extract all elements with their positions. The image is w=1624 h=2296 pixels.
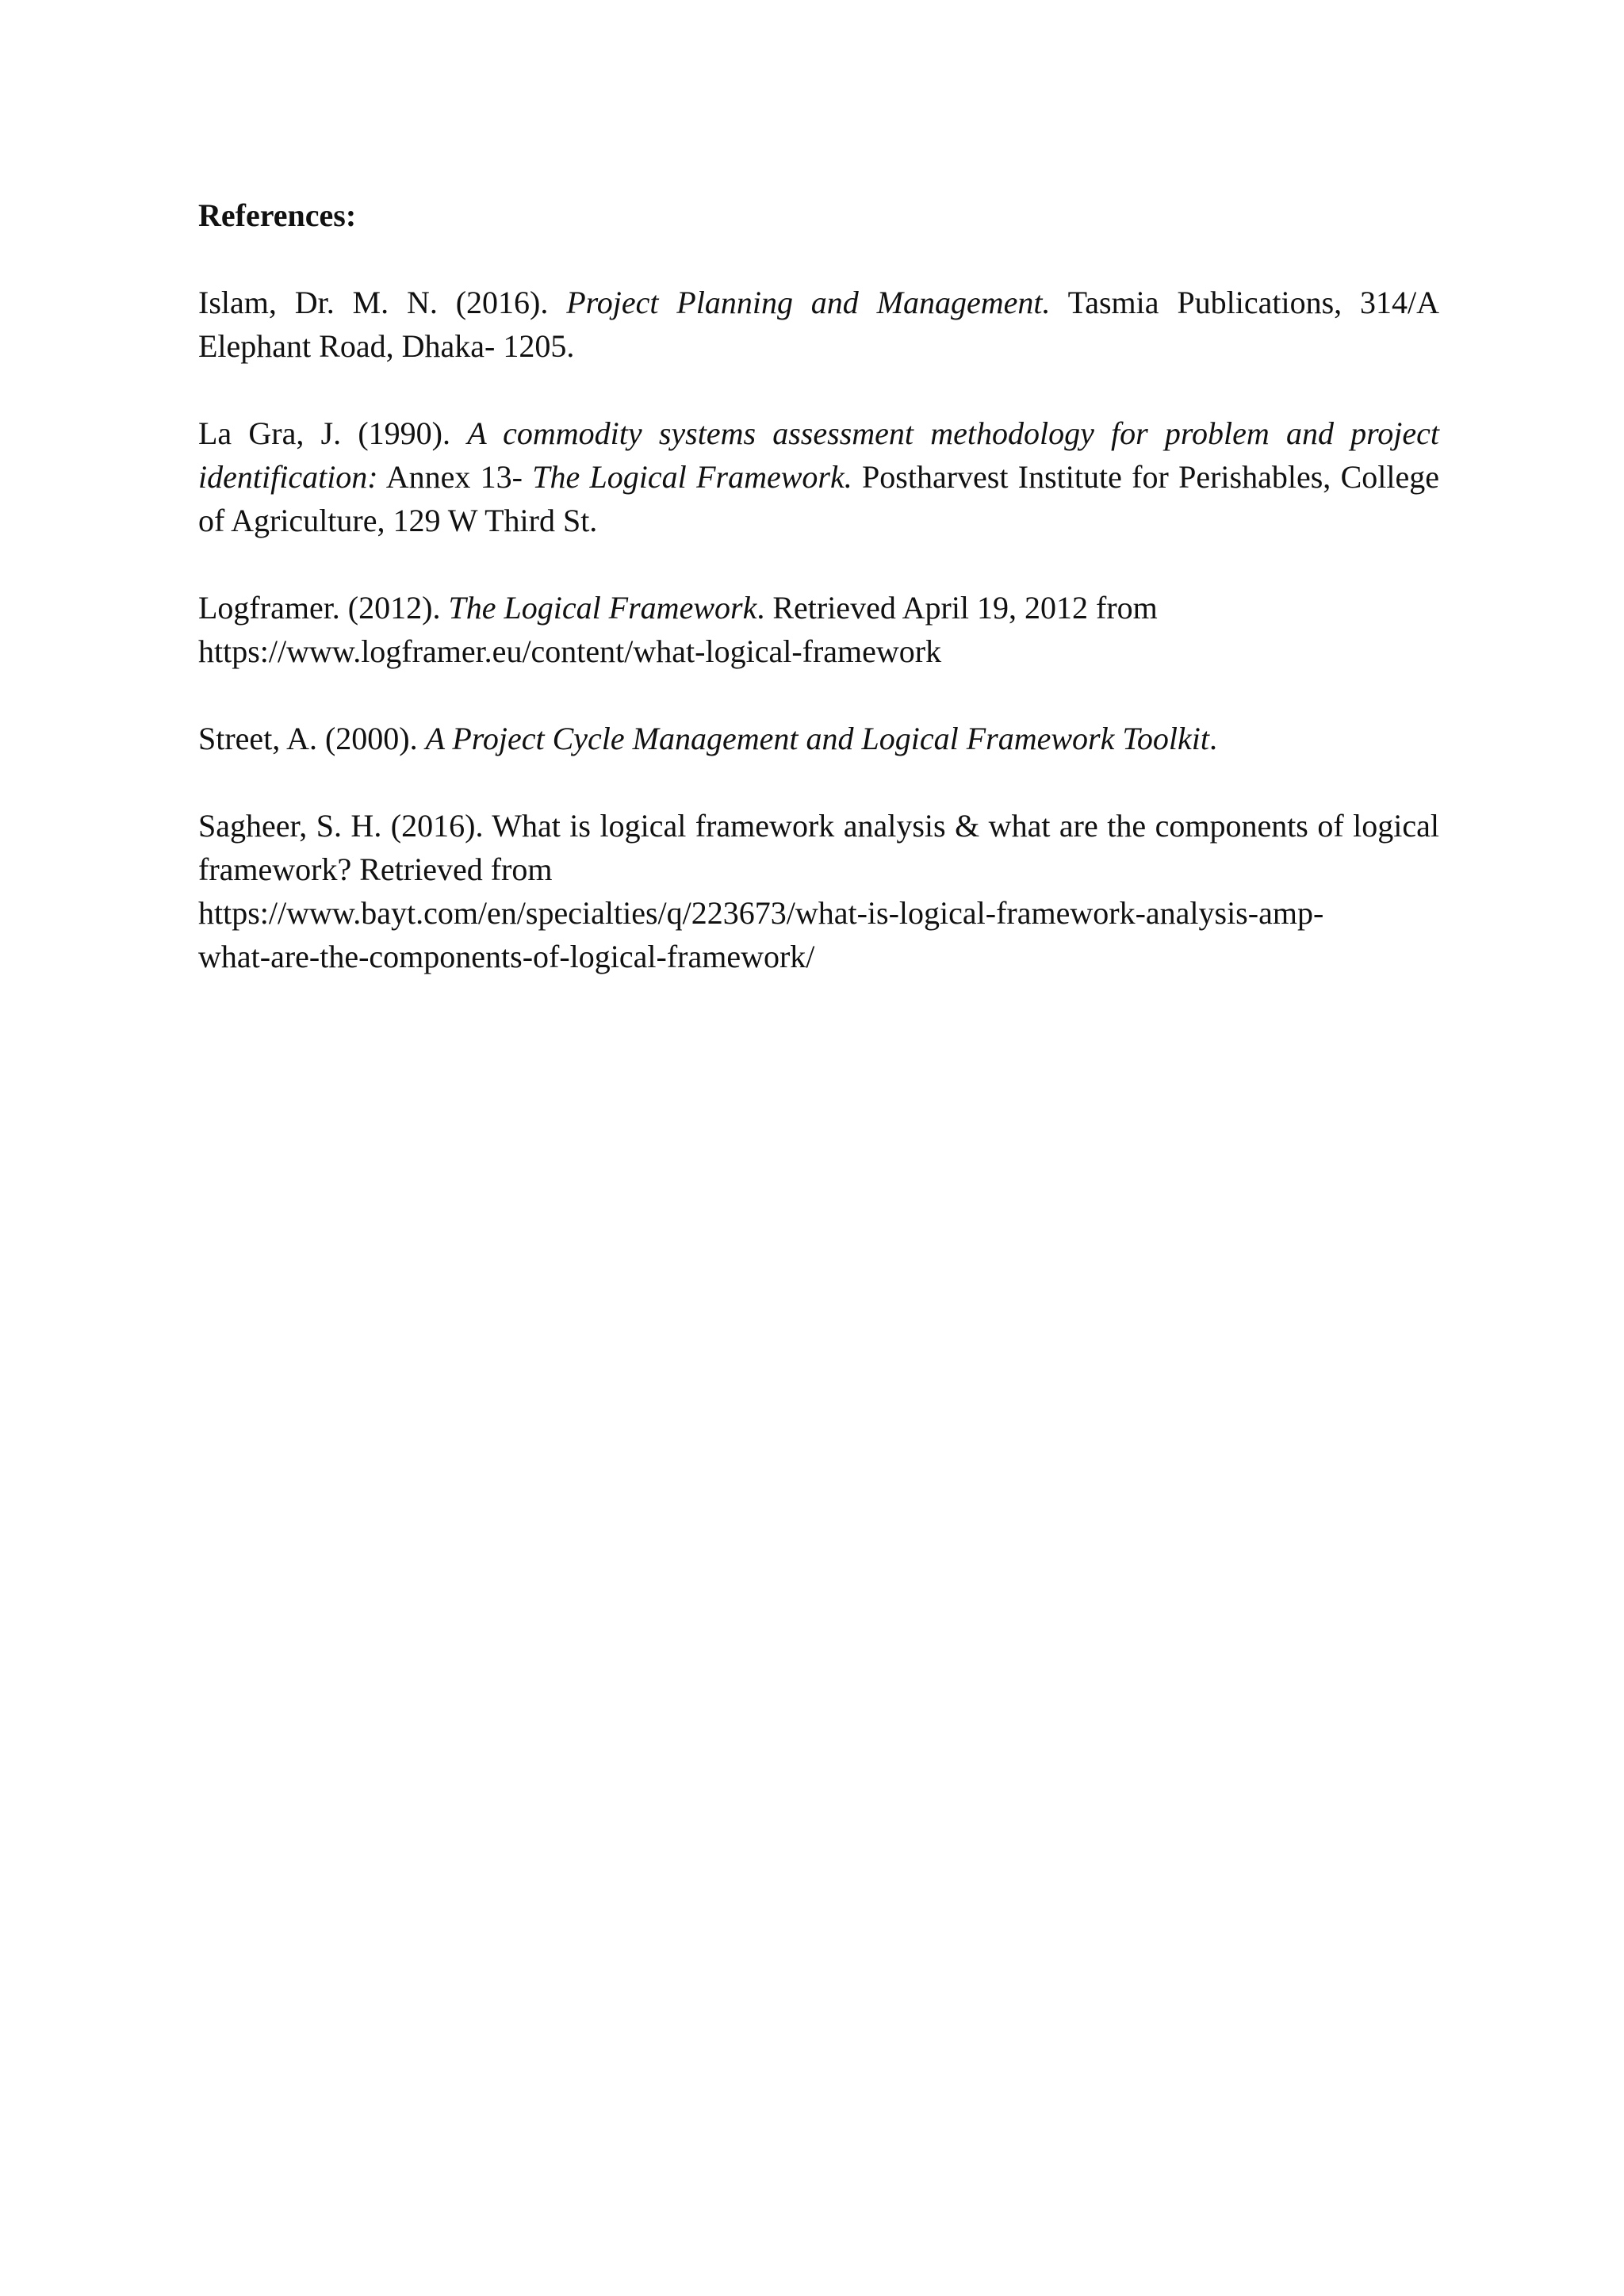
reference-title: What is logical framework analysis & what are the components of logical framework? Retrieved from — [198, 808, 1440, 887]
reference-title: A Project Cycle Management and Logical Framework Toolkit — [425, 721, 1210, 756]
references-section — [198, 193, 1439, 978]
reference-title: Project Planning and Management. — [566, 285, 1051, 320]
reference-url-line-2[interactable]: what-are-the-components-of-logical-framework/ — [198, 939, 815, 974]
reference-author-year: Sagheer, S. H. (2016). — [198, 808, 492, 844]
reference-url-line-1[interactable]: https://www.bayt.com/en/specialties/q/223673/what-is-logical-framework-analysis-amp- — [198, 895, 1324, 931]
reference-author-year: Logframer. (2012). — [198, 590, 449, 626]
reference-author-year: Islam, Dr. M. N. (2016). — [198, 285, 567, 320]
references-heading: References: — [198, 197, 357, 233]
reference-subtitle: The Logical Framework. — [532, 459, 852, 495]
reference-url[interactable]: https://www.logframer.eu/content/what-logical-framework — [198, 633, 942, 669]
reference-publisher: Tasmia Publications, 314/A Elephant Road, Dhaka- 1205. — [198, 285, 1439, 364]
reference-annex: Annex 13- — [377, 459, 533, 495]
reference-item-la-gra — [198, 411, 1439, 542]
reference-publisher: Postharvest Institute for Perishables, College of Agriculture, 129 W Third St. — [198, 459, 1439, 538]
reference-title: A commodity systems assessment methodology for problem and project identification: — [198, 415, 1439, 495]
reference-retrieval: . Retrieved April 19, 2012 from — [756, 590, 1158, 626]
reference-end: . — [1209, 721, 1218, 756]
reference-title: The Logical Framework — [448, 590, 757, 626]
reference-item-islam — [198, 281, 1439, 368]
reference-item-logframer — [198, 586, 1439, 673]
reference-author-year: Street, A. (2000). — [198, 721, 426, 756]
reference-author-year: La Gra, J. (1990). — [198, 415, 468, 451]
reference-item-street — [198, 717, 1439, 760]
reference-item-sagheer — [198, 804, 1439, 978]
